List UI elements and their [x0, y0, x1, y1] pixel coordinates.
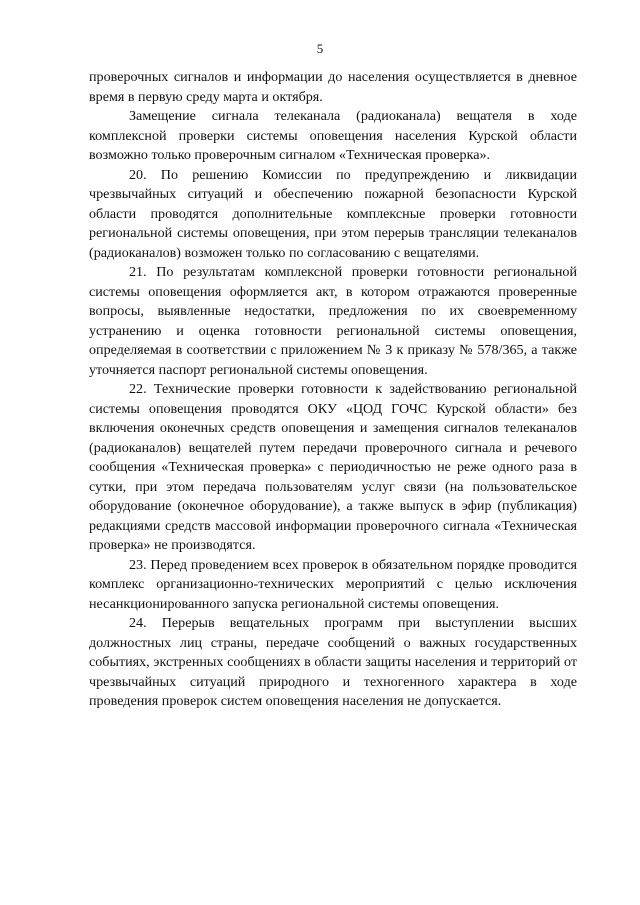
- paragraph-item-24: 24. Перерыв вещательных программ при выступлении высших должностных лиц страны, передаче сообщений о важных государственных событиях, экстренных сообщениях в области защиты населения и территорий от чрезвычайных ситуаций природного и техногенного характера в ходе проведения проверок систем оповещения населения не допускается.: [89, 615, 577, 709]
- document-body: [89, 68, 577, 712]
- paragraph-item-21: 21. По результатам комплексной проверки готовности региональной системы оповещения оформляется акт, в котором отражаются проверенные вопросы, выявленные недостатки, предложения по их своевременному устранению и оценка готовности региональной системы оповещения, определяемая в соответствии с приложением № 3 к приказу № 578/365, а также уточняется паспорт региональной системы оповещения.: [89, 264, 577, 378]
- page-number: 5: [316, 41, 324, 56]
- paragraph-item-22: 22. Технические проверки готовности к задействованию региональной системы оповещения проводятся ОКУ «ЦОД ГОЧС Курской области» без включения оконечных средств оповещения и замещения сигналов телеканалов (радиоканалов) вещателей путем передачи проверочного сигнала и речевого сообщения «Техническая проверка» с периодичностью не реже одного раза в сутки, при этом передача пользователям услуг связи (на пользовательское оборудование (оконечное оборудование), а также выпуск в эфир (публикация) редакциями средств массовой информации проверочного сигнала «Техническая проверка» не производятся.: [89, 381, 577, 553]
- paragraph-item-23: 23. Перед проведением всех проверок в обязательном порядке проводится комплекс организационно-технических мероприятий с целью исключения несанкционированного запуска региональной системы оповещения.: [89, 556, 577, 612]
- paragraph-signal-substitution: Замещение сигнала телеканала (радиоканала) вещателя в ходе комплексной проверки системы оповещения населения Курской области возможно только проверочным сигналом «Техническая проверка».: [89, 108, 577, 163]
- paragraph-continuation: проверочных сигналов и информации до населения осуществляется в дневное время в первую среду марта и октября.: [89, 69, 577, 105]
- paragraph-item-20: 20. По решению Комиссии по предупреждению и ликвидации чрезвычайных ситуаций и обеспечению пожарной безопасности Курской области проводятся дополнительные комплексные проверки готовности региональной системы оповещения, при этом перерыв трансляции телеканалов (радиоканалов) возможен только по согласованию с вещателями.: [89, 166, 577, 261]
